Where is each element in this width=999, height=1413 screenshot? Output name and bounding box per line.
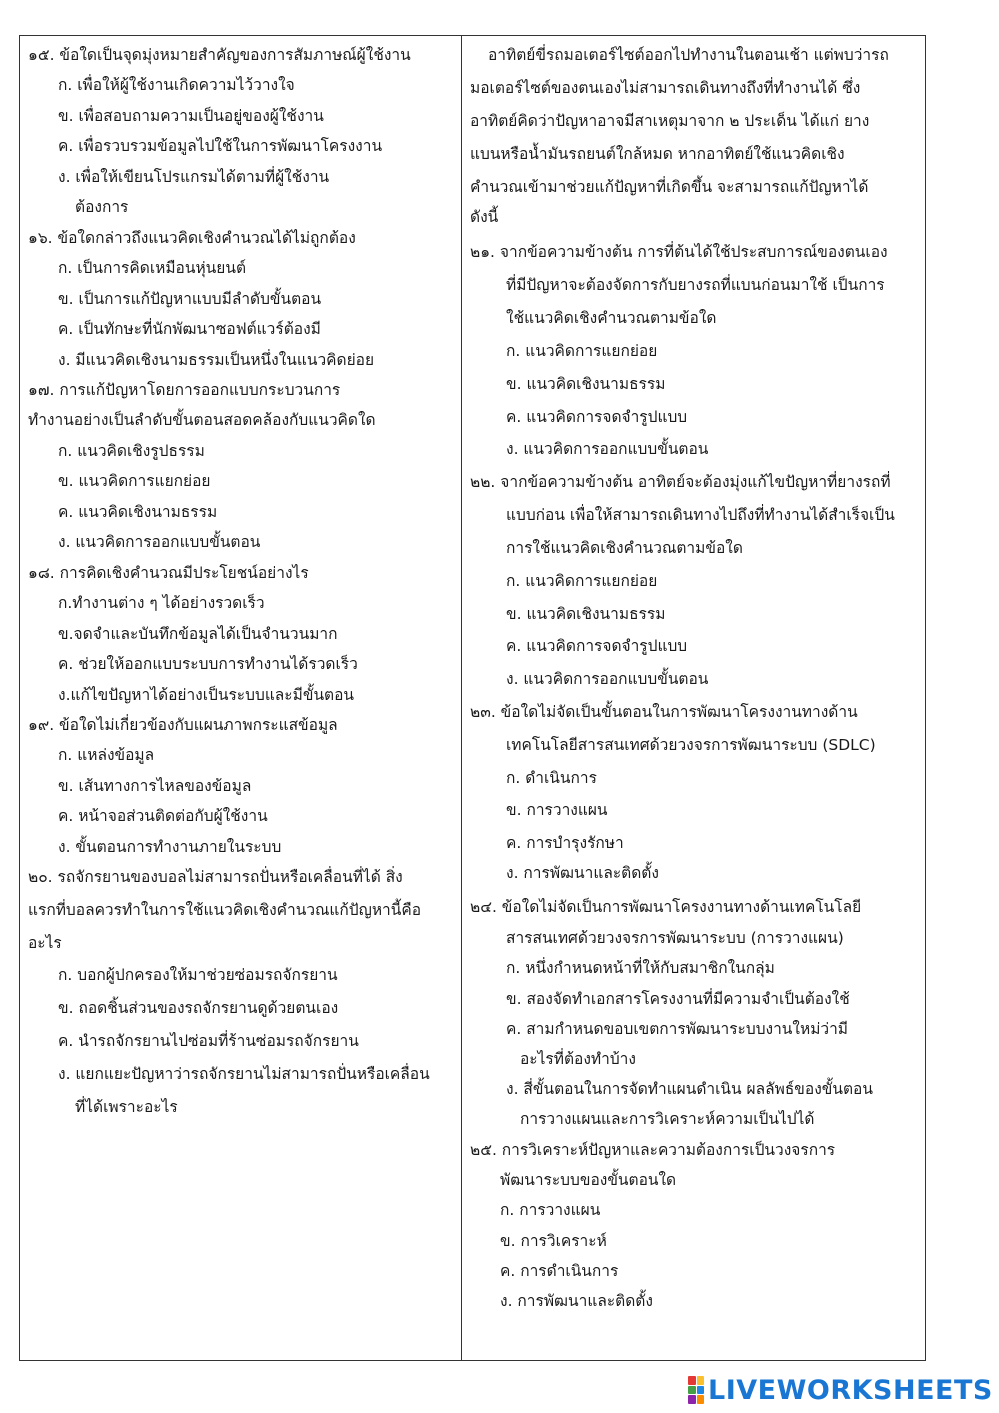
option-16-c: ค. เป็นทักษะที่นักพัฒนาซอฟต์แวร์ต้องมี (58, 320, 321, 338)
option-24-d-cont: การวางแผนและการวิเคราะห์ความเป็นไปได้ (520, 1110, 815, 1128)
question-17: ๑๗. การแก้ปัญหาโดยการออกแบบกระบวนการ (28, 381, 341, 399)
option-16-d: ง. มีแนวคิดเชิงนามธรรมเป็นหนึ่งในแนวคิดย่อย (58, 351, 375, 369)
option-20-a: ก. บอกผู้ปกครองให้มาช่วยซ่อมรถจักรยาน (58, 966, 338, 984)
logo-mark-cell (697, 1376, 705, 1385)
option-25-b: ข. การวิเคราะห์ (500, 1232, 607, 1250)
scenario-text-2: มอเตอร์ไซต์ของตนเองไม่สามารถเดินทางถึงที่ทำงานได้ ซึ่ง (470, 79, 861, 97)
option-22-b: ข. แนวคิดเชิงนามธรรม (506, 605, 666, 623)
option-18-c: ค. ช่วยให้ออกแบบระบบการทำงานได้รวดเร็ว (58, 655, 358, 673)
logo-mark-cell (697, 1386, 705, 1395)
option-15-b: ข. เพื่อสอบถามความเป็นอยู่ของผู้ใช้งาน (58, 107, 324, 125)
option-25-a: ก. การวางแผน (500, 1201, 601, 1219)
option-16-a: ก. เป็นการคิดเหมือนหุ่นยนต์ (58, 259, 247, 277)
option-23-d: ง. การพัฒนาและติดตั้ง (506, 864, 659, 882)
option-17-a: ก. แนวคิดเชิงรูปธรรม (58, 442, 205, 460)
option-23-b: ข. การวางแผน (506, 801, 608, 819)
option-19-b: ข. เส้นทางการไหลของข้อมูล (58, 777, 252, 795)
option-21-a: ก. แนวคิดการแยกย่อย (506, 342, 658, 360)
option-23-c: ค. การบำรุงรักษา (506, 834, 624, 852)
question-21-cont-1: ที่มีปัญหาจะต้องจัดการกับยางรถที่แบนก่อนมาใช้ เป็นการ (506, 276, 885, 294)
question-20-cont-1: แรกที่บอลควรทำในการใช้แนวคิดเชิงคำนวณแก้ปัญหานี้คือ (28, 901, 422, 919)
option-17-d: ง. แนวคิดการออกแบบขั้นตอน (58, 533, 261, 551)
question-25: ๒๕. การวิเคราะห์ปัญหาและความต้องการเป็นวงจรการ (470, 1141, 836, 1159)
column-divider (461, 35, 462, 1361)
question-22-cont-1: แบบก่อน เพื่อให้สามารถเดินทางไปถึงที่ทำงานได้สำเร็จเป็น (506, 506, 895, 524)
question-24: ๒๔. ข้อใดไม่จัดเป็นการพัฒนาโครงงานทางด้านเทคโนโลยี (470, 898, 862, 916)
option-24-c: ค. สามกำหนดขอบเขตการพัฒนาระบบงานใหม่ว่ามี (506, 1020, 849, 1038)
scenario-text-6: ดังนี้ (470, 208, 499, 226)
question-21: ๒๑. จากข้อความข้างต้น การที่ต้นได้ใช้ประสบการณ์ของตนเอง (470, 243, 888, 261)
question-20-cont-2: อะไร (28, 934, 62, 952)
option-19-d: ง. ขั้นตอนการทำงานภายในระบบ (58, 838, 282, 856)
option-15-c: ค. เพื่อรวบรวมข้อมูลไปใช้ในการพัฒนาโครงงาน (58, 137, 383, 155)
logo-mark-cell (688, 1376, 696, 1385)
option-20-b: ข. ถอดชิ้นส่วนของรถจักรยานดูด้วยตนเอง (58, 999, 339, 1017)
option-21-d: ง. แนวคิดการออกแบบขั้นตอน (506, 440, 709, 458)
option-22-c: ค. แนวคิดการจดจำรูปแบบ (506, 637, 688, 655)
option-24-c-cont: อะไรที่ต้องทำบ้าง (520, 1050, 636, 1068)
option-20-d: ง. แยกแยะปัญหาว่ารถจักรยานไม่สามารถปั่นหรือเคลื่อน (58, 1065, 430, 1083)
logo-mark-cell (697, 1395, 705, 1404)
option-17-b: ข. แนวคิดการแยกย่อย (58, 472, 211, 490)
option-20-c: ค. นำรถจักรยานไปซ่อมที่ร้านซ่อมรถจักรยาน (58, 1032, 359, 1050)
scenario-text-3: อาทิตย์คิดว่าปัญหาอาจมีสาเหตุมาจาก ๒ ประเด็น ได้แก่ ยาง (470, 112, 870, 130)
option-25-c: ค. การดำเนินการ (500, 1262, 619, 1280)
option-22-a: ก. แนวคิดการแยกย่อย (506, 572, 658, 590)
option-21-c: ค. แนวคิดการจดจำรูปแบบ (506, 408, 688, 426)
option-19-c: ค. หน้าจอส่วนติดต่อกับผู้ใช้งาน (58, 807, 268, 825)
option-24-a: ก. หนึ่งกำหนดหน้าที่ให้กับสมาชิกในกลุ่ม (506, 959, 775, 977)
option-22-d: ง. แนวคิดการออกแบบขั้นตอน (506, 670, 709, 688)
logo-mark-cell (688, 1386, 696, 1395)
logo-mark-icon (688, 1376, 704, 1404)
question-22: ๒๒. จากข้อความข้างต้น อาทิตย์จะต้องมุ่งแก้ไขปัญหาที่ยางรถที่ (470, 473, 891, 491)
question-25-cont: พัฒนาระบบของขั้นตอนใด (500, 1171, 677, 1189)
option-16-b: ข. เป็นการแก้ปัญหาแบบมีลำดับขั้นตอน (58, 290, 322, 308)
logo-mark-cell (688, 1395, 696, 1404)
scenario-text-4: แบนหรือน้ำมันรถยนต์ใกล้หมด หากอาทิตย์ใช้แนวคิดเชิง (470, 145, 845, 163)
option-15-a: ก. เพื่อให้ผู้ใช้งานเกิดความไว้วางใจ (58, 76, 295, 94)
option-18-a: ก.ทำงานต่าง ๆ ได้อย่างรวดเร็ว (58, 594, 265, 612)
liveworksheets-logo[interactable] (688, 1374, 993, 1406)
question-16: ๑๖. ข้อใดกล่าวถึงแนวคิดเชิงคำนวณได้ไม่ถูกต้อง (28, 229, 356, 247)
question-19: ๑๙. ข้อใดไม่เกี่ยวข้องกับแผนภาพกระแสข้อมูล (28, 716, 338, 734)
question-20: ๒๐. รถจักรยานของบอลไม่สามารถปั่นหรือเคลื่อนที่ได้ สิ่ง (28, 868, 403, 886)
option-18-b: ข.จดจำและบันทึกข้อมูลได้เป็นจำนวนมาก (58, 625, 338, 643)
option-21-b: ข. แนวคิดเชิงนามธรรม (506, 375, 666, 393)
question-23-cont: เทคโนโลยีสารสนเทศด้วยวงจรการพัฒนาระบบ (SDLC) (506, 736, 876, 754)
question-24-cont: สารสนเทศด้วยวงจรการพัฒนาระบบ (การวางแผน) (506, 929, 844, 947)
question-17-cont: ทำงานอย่างเป็นลำดับขั้นตอนสอดคล้องกับแนวคิดใด (28, 411, 376, 429)
question-18: ๑๘. การคิดเชิงคำนวณมีประโยชน์อย่างไร (28, 564, 309, 582)
option-15-d: ง. เพื่อให้เขียนโปรแกรมได้ตามที่ผู้ใช้งาน (58, 168, 330, 186)
logo-text: LIVEWORKSHEETS (708, 1374, 993, 1406)
question-15: ๑๕. ข้อใดเป็นจุดมุ่งหมายสำคัญของการสัมภาษณ์ผู้ใช้งาน (28, 46, 411, 64)
option-19-a: ก. แหล่งข้อมูล (58, 746, 155, 764)
option-25-d: ง. การพัฒนาและติดตั้ง (500, 1292, 653, 1310)
question-22-cont-2: การใช้แนวคิดเชิงคำนวณตามข้อใด (506, 539, 743, 557)
option-15-d-cont: ต้องการ (75, 198, 129, 216)
option-20-d-cont: ที่ได้เพราะอะไร (75, 1098, 178, 1116)
option-17-c: ค. แนวคิดเชิงนามธรรม (58, 503, 218, 521)
question-23: ๒๓. ข้อใดไม่จัดเป็นขั้นตอนในการพัฒนาโครงงานทางด้าน (470, 703, 858, 721)
option-24-d: ง. สี่ขั้นตอนในการจัดทำแผนดำเนิน ผลลัพธ์ของขั้นตอน (506, 1080, 873, 1098)
scenario-text-5: คำนวณเข้ามาช่วยแก้ปัญหาที่เกิดขึ้น จะสามารถแก้ปัญหาได้ (470, 178, 869, 196)
option-24-b: ข. สองจัดทำเอกสารโครงงานที่มีความจำเป็นต้องใช้ (506, 990, 850, 1008)
question-21-cont-2: ใช้แนวคิดเชิงคำนวณตามข้อใด (506, 309, 717, 327)
option-23-a: ก. ดำเนินการ (506, 769, 597, 787)
option-18-d: ง.แก้ไขปัญหาได้อย่างเป็นระบบและมีขั้นตอน (58, 686, 355, 704)
scenario-text-1: อาทิตย์ขี่รถมอเตอร์ไซต์ออกไปทำงานในตอนเช้า แต่พบว่ารถ (488, 46, 889, 64)
